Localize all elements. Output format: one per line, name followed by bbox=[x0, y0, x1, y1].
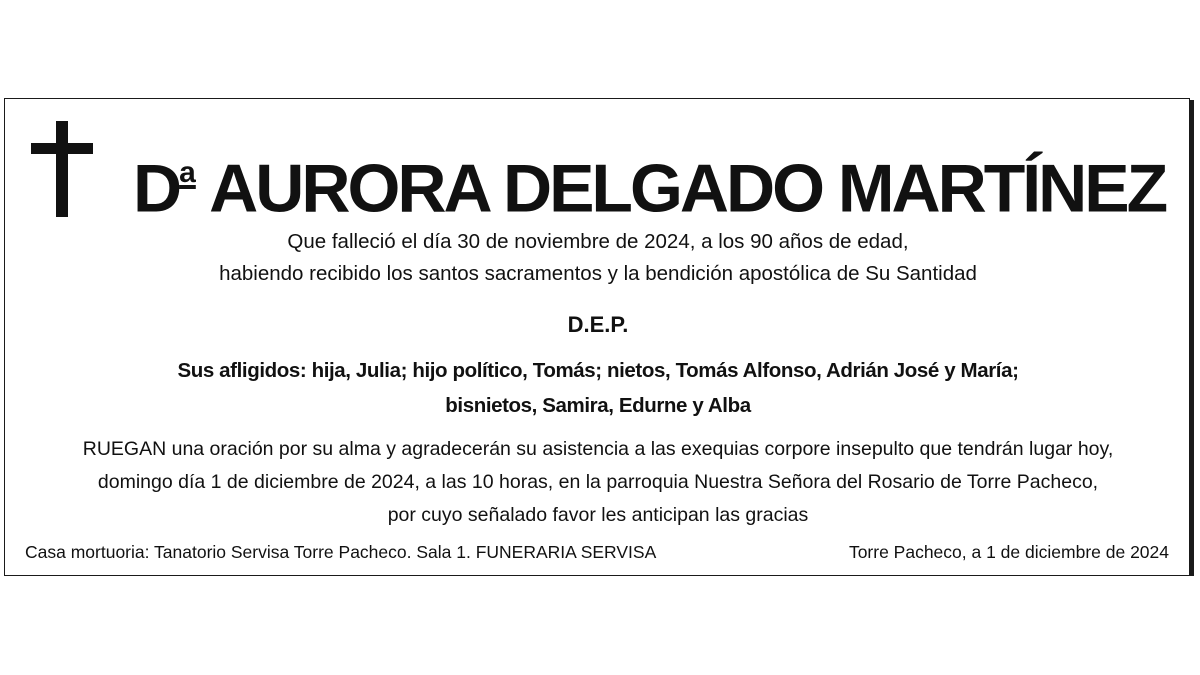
dep-text: D.E.P. bbox=[567, 312, 629, 337]
latin-cross-icon bbox=[31, 121, 93, 217]
deceased-full-name: AURORA DELGADO MARTÍNEZ bbox=[209, 150, 1166, 227]
cross-horizontal-bar bbox=[31, 143, 93, 154]
honorific-superscript: a bbox=[179, 156, 196, 189]
request-line-2: domingo día 1 de diciembre de 2024, a las 10 horas, en la parroquia Nuestra Señora del Rosario de Torre Pacheco, bbox=[97, 471, 1099, 493]
death-info-line-2: habiendo recibido los santos sacramentos y la bendición apostólica de Su Santidad bbox=[219, 262, 977, 285]
place-date: Torre Pacheco, a 1 de diciembre de 2024 bbox=[848, 542, 1169, 562]
cross-vertical-bar bbox=[56, 121, 68, 217]
deceased-name bbox=[133, 139, 1173, 227]
funeral-home-info: Casa mortuoria: Tanatorio Servisa Torre Pacheco. Sala 1. FUNERARIA SERVISA bbox=[25, 542, 657, 562]
death-info-line-1: Que falleció el día 30 de noviembre de 2024, a los 90 años de edad, bbox=[287, 230, 909, 253]
obituary-notice bbox=[4, 98, 1190, 576]
request-line-1: RUEGAN una oración por su alma y agradecerán su asistencia a las exequias corpore insepulto que tendrán lugar hoy, bbox=[82, 438, 1114, 460]
family-line-2: bisnietos, Samira, Edurne y Alba bbox=[445, 394, 751, 417]
honorific bbox=[133, 139, 196, 229]
honorific-letter: D bbox=[133, 150, 180, 227]
family-line-1: Sus afligidos: hija, Julia; hijo político, Tomás; nietos, Tomás Alfonso, Adrián José y María; bbox=[177, 359, 1019, 382]
request-line-3: por cuyo señalado favor les anticipan las gracias bbox=[387, 504, 809, 526]
